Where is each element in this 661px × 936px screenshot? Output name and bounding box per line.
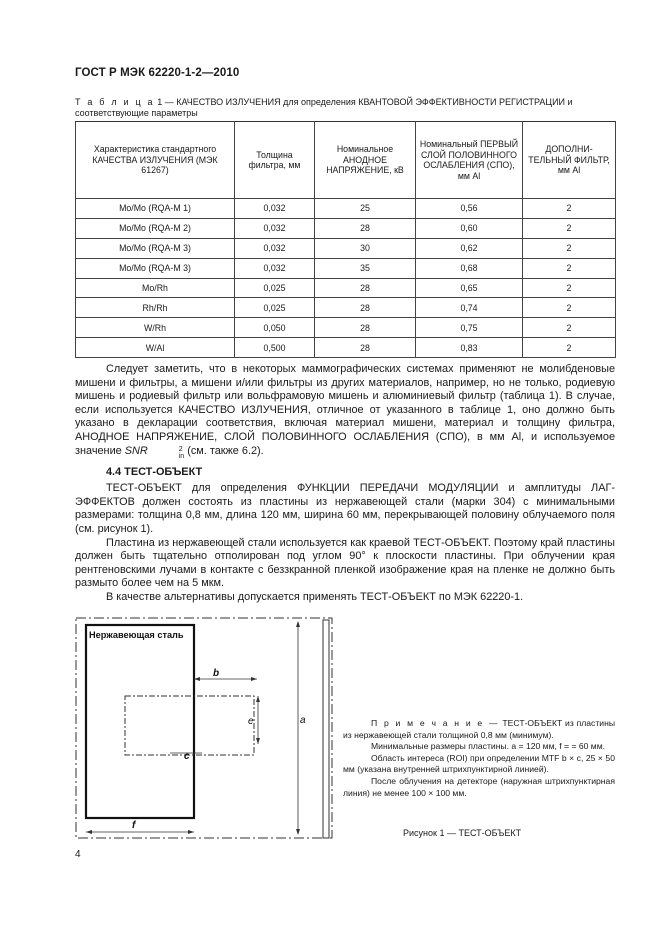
note-line: ТЕСТ-ОБЪЕКТ из пластины из нержавеющей стали толщиной 0,8 мм (минимум). [343,718,616,740]
detector-outline [76,618,332,838]
figure-caption: Рисунок 1 — ТЕСТ-ОБЪЕКТ [403,828,522,838]
table-caption-lead: Т а б л и ц а [75,97,155,107]
table-cell: W/Al [76,338,235,358]
table-cell: 0,56 [416,199,523,219]
table-cell: 0,032 [235,238,315,258]
table-cell: 0,025 [235,278,315,298]
table-cell: Mo/Rh [76,278,235,298]
table-cell: Rh/Rh [76,298,235,318]
table-row [76,338,616,358]
column-header: Характеристика стандартного КАЧЕСТВА ИЗЛУЧЕНИЯ (МЭК 61267) [76,122,235,199]
table-row [76,278,616,298]
table-row [76,258,616,278]
table-cell: 0,75 [416,318,523,338]
table-cell: 2 [523,338,616,358]
table-cell: 28 [315,298,416,318]
page-number: 4 [75,849,81,860]
table-cell: W/Rh [76,318,235,338]
roi-outline [125,696,254,755]
table-cell: 2 [523,298,616,318]
table-cell: 28 [315,218,416,238]
table-caption [75,97,615,119]
paragraph-text: Следует заметить, что в некоторых маммографических системах применяют не молибденовые мишени и фильтры, а мишени и/или фильтры из других материалов, например, но не только, родиевую мишень и родиевый фильтр или вольфрамовую мишень и алюминиевый фильтр (таблица 1). В случае, если используется КАЧЕСТВО ИЗЛУЧЕНИЯ, отличное от указанного в таблице 1, оно должно быть указано в декларации соответствия, включая материал мишени, материал и толщину фильтра, АНОДНОЕ НАПРЯЖЕНИЕ, СЛОЙ ПОЛОВИННОГО ОСЛАБЛЕНИЯ (СПО), в мм Al, и используемое значение [75,363,615,457]
table-cell: 0,025 [235,298,315,318]
paragraph-text: ТЕСТ-ОБЪЕКТ для определения ФУНКЦИИ ПЕРЕДАЧИ МОДУЛЯЦИИ и амплитуды ЛАГ-ЭФФЕКТОВ должен состоять из пластины из нержавеющей стали (марки 304) с минимальными размерами: толщина 0,8 мм, длина 120 мм, ширина 60 мм, перекрывающей половину облучаемого поля (см. рисунок 1). [75,482,615,535]
table-cell: 0,050 [235,318,315,338]
column-header: Толщина фильтра, мм [235,122,315,199]
label-b: b [213,668,220,679]
table-cell: 2 [523,218,616,238]
table-cell: 0,65 [416,278,523,298]
table-cell: 2 [523,238,616,258]
table-row [76,238,616,258]
table-cell: Mo/Mo (RQA-M 2) [76,218,235,238]
label-e: e [248,716,254,727]
label-a: a [300,715,306,726]
table-cell: 0,83 [416,338,523,358]
table-cell: Mo/Mo (RQA-M 1) [76,199,235,219]
label-c: c [184,751,190,762]
note-line: Минимальные размеры пластины. a = 120 мм, f = = 60 мм. [371,741,606,752]
document-header: ГОСТ Р МЭК 62220-1-2—2010 [75,67,240,79]
paragraph-text: В качестве альтернативы допускается применять ТЕСТ-ОБЪЕКТ по МЭК 62220-1. [106,590,524,603]
note-line: После облучения на детекторе (наружная штрихпунктирная линия) не менее 100 × 100 мм. [343,775,615,798]
table-cell: 28 [315,278,416,298]
table-row [76,199,616,219]
section-heading: 4.4 ТЕСТ-ОБЪЕКТ [106,465,203,478]
table-row [76,218,616,238]
column-header: ДОПОЛНИ-ТЕЛЬНЫЙ ФИЛЬТР, мм Al [523,122,616,199]
table-cell: 0,032 [235,218,315,238]
column-header: Номинальный ПЕРВЫЙ СЛОЙ ПОЛОВИННОГО ОСЛАБЛЕНИЯ (СПО), мм Al [416,122,523,199]
table-cell: 2 [523,199,616,219]
figure-note [343,718,615,799]
snr-symbol: SNR 2 in [124,444,185,460]
table-cell: 28 [315,338,416,358]
table-cell: 0,74 [416,298,523,318]
table-cell: 2 [523,278,616,298]
paragraph-text: Пластина из нержавеющей стали используется как краевой ТЕСТ-ОБЪЕКТ. Поэтому край пластины должен быть тщательно отполирован под углом 90° к плоскости пластины. При облучении края рентгеновскими лучами в контакте с беззкранной пленкой изображение края на пленке не должно быть размыто более чем на 5 мкм. [75,536,615,590]
plate-label: Нержавеющая сталь [89,630,184,640]
table-cell: 0,62 [416,238,523,258]
body-text: Следует заметить, что в некоторых маммографических системах применяют не молибденовые мишени и фильтры, а мишени и/или фильтры из других материалов, например, но не только, родиевую мишень и родиевый фильтр или вольфрамовую мишень и алюминиевый фильтр (таблица 1). В случае, если используется КАЧЕСТВО ИЗЛУЧЕНИЯ, отличное от указанного в таблице 1, оно должно быть указано в декларации соответствия, включая материал мишени, материал и толщину фильтра, АНОДНОЕ НАПРЯЖЕНИЕ, СЛОЙ ПОЛОВИННОГО ОСЛАБЛЕНИЯ (СПО), в мм Al, и используемое значение SNR 2 in (см. также 6.2). 4.4 ТЕСТ-ОБЪЕКТ ТЕСТ-ОБЪЕКТ для определения ФУНКЦИИ ПЕРЕДАЧИ МОДУЛЯЦИИ и амплитуды ЛАГ-ЭФФЕКТОВ должен состоять из пластины из нержавеющей стали (марки 304) с минимальными размерами: толщина 0,8 мм, длина 120 мм, ширина 60 мм, перекрывающей половину облучаемого поля (см. рисунок 1). Пластина из нержавеющей стали используется как краевой ТЕСТ-ОБЪЕКТ. Поэтому край пластины должен быть тщательно отполирован под углом 90° к плоскости пластины. При облучении края рентгеновскими лучами в контакте с беззкранной пленкой изображение края на пленке не должно быть размыто более чем на 5 мкм. В качестве альтернативы допускается применять ТЕСТ-ОБЪЕКТ по МЭК 62220-1. [75,363,615,603]
table-cell: 0,60 [416,218,523,238]
table-cell: 35 [315,258,416,278]
table-row [76,318,616,338]
table-header-row [76,122,616,199]
table-cell: 0,032 [235,258,315,278]
table-cell: 30 [315,238,416,258]
note-lead: П р и м е ч а н и е — [371,718,500,728]
radiation-quality-table [75,121,616,358]
table-cell: 0,032 [235,199,315,219]
table-cell: Mo/Mo (RQA-M 3) [76,258,235,278]
column-header: Номинальное АНОДНОЕ НАПРЯЖЕНИЕ, кВ [315,122,416,199]
table-cell: 2 [523,258,616,278]
table-cell: 2 [523,318,616,338]
table-cell: Mo/Mo (RQA-M 3) [76,238,235,258]
table-row [76,298,616,318]
label-f: f [132,820,136,831]
note-line: Область интереса (ROI) при определении MTF b × c, 25 × 50 мм (указана внутренней штрихпунктирной линией). [343,752,615,775]
table-cell: 28 [315,318,416,338]
table-cell: 0,500 [235,338,315,358]
figure-test-object [70,612,340,840]
table-caption-text: 1 — КАЧЕСТВО ИЗЛУЧЕНИЯ для определения КВАНТОВОЙ ЭФФЕКТИВНОСТИ РЕГИСТРАЦИИ и соответствующие параметры [75,97,573,118]
table-cell: 25 [315,199,416,219]
table-cell: 0,68 [416,258,523,278]
steel-plate [86,625,194,818]
